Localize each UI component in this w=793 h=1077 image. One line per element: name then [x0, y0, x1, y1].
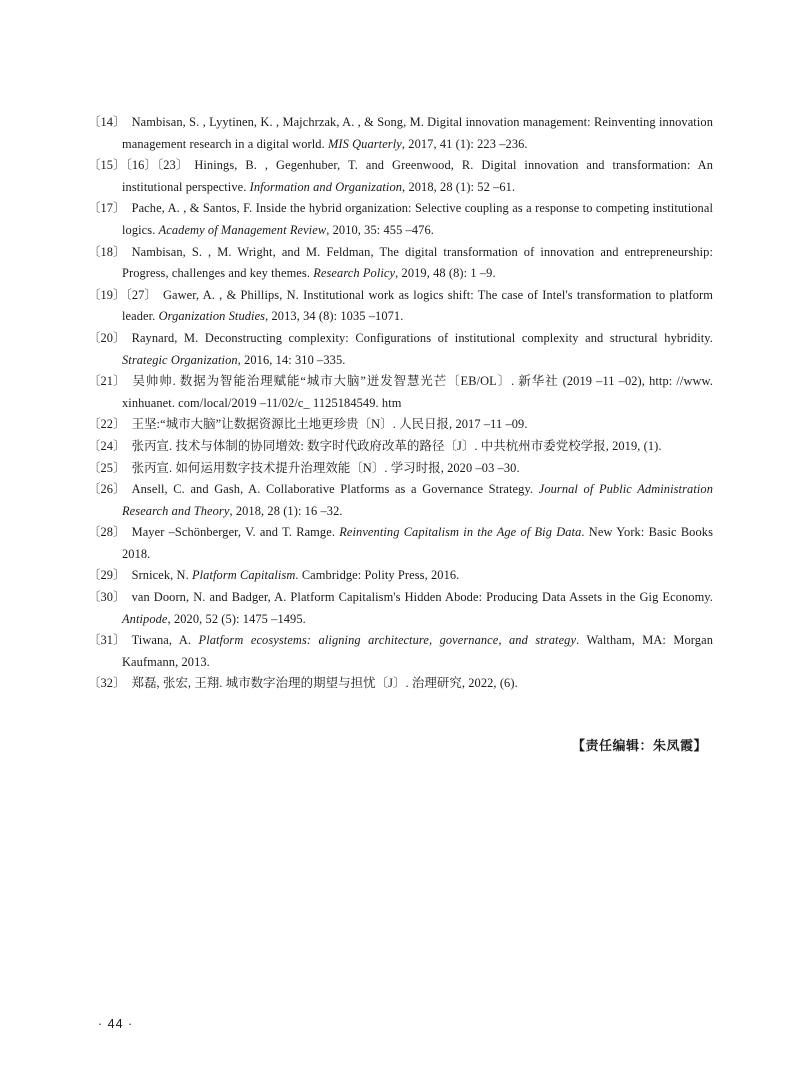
reference-number: 〔28〕 — [88, 525, 126, 540]
reference-number: 〔30〕 — [88, 590, 126, 605]
reference-number: 〔19〕〔27〕 — [88, 287, 157, 302]
reference-number: 〔32〕 — [88, 676, 126, 691]
reference-item: 〔31〕 Tiwana, A. Platform ecosystems: aligning architecture, governance, and strategy. Waltham, MA: Morgan Kaufmann, 2013. — [88, 630, 713, 673]
reference-item: 〔24〕 张丙宣. 技术与体制的协同增效: 数字时代政府改革的路径〔J〕. 中共杭州市委党校学报, 2019, (1). — [88, 436, 713, 458]
journal-title: MIS Quarterly — [327, 136, 402, 151]
reference-number: 〔14〕 — [88, 115, 126, 129]
journal-title: Antipode — [122, 611, 168, 626]
reference-number: 〔21〕 — [88, 374, 126, 389]
reference-item: 〔17〕 Pache, A. , & Santos, F. Inside the hybrid organization: Selective coupling as a response to competing institutional logics. Academy of Management Review, 2010, 35: 455 –476. — [88, 198, 713, 241]
reference-item: 〔20〕 Raynard, M. Deconstructing complexity: Configurations of institutional complexity and structural hybridity. Strategic Organization, 2016, 14: 310 –335. — [88, 328, 713, 371]
reference-item: 〔32〕 郑磊, 张宏, 王翔. 城市数字治理的期望与担忧〔J〕. 治理研究, 2022, (6). — [88, 673, 713, 695]
journal-title: Reinventing Capitalism in the Age of Big Data — [339, 525, 582, 540]
reference-item: 〔19〕〔27〕 Gawer, A. , & Phillips, N. Institutional work as logics shift: The case of Intel's transformation to platform leader. Organization Studies, 2013, 34 (8): 1035 –1071. — [88, 285, 713, 328]
reference-item: 〔15〕〔16〕〔23〕 Hinings, B. , Gegenhuber, T. and Greenwood, R. Digital innovation and transformation: An institutional perspective. Information and Organization, 2018, 28 (1): 52 –61. — [88, 155, 713, 198]
journal-title: Research Policy — [313, 266, 396, 281]
reference-item: 〔30〕 van Doorn, N. and Badger, A. Platform Capitalism's Hidden Abode: Producing Data Assets in the Gig Economy. Antipode, 2020, 52 (5): 1475 –1495. — [88, 587, 713, 630]
journal-title: Platform ecosystems: aligning architecture, governance, and strategy — [198, 633, 577, 648]
reference-item: 〔25〕 张丙宣. 如何运用数字技术提升治理效能〔N〕. 学习时报, 2020 –03 –30. — [88, 458, 713, 480]
page-number: · 44 · — [98, 1017, 134, 1031]
reference-number: 〔20〕 — [88, 330, 126, 345]
reference-list — [88, 112, 713, 695]
reference-number: 〔18〕 — [88, 244, 126, 259]
reference-number: 〔26〕 — [88, 482, 126, 497]
reference-number: 〔24〕 — [88, 438, 126, 453]
journal-title: Academy of Management Review — [158, 222, 327, 237]
reference-item: 〔28〕 Mayer –Schönberger, V. and T. Ramge. Reinventing Capitalism in the Age of Big Data. New York: Basic Books 2018. — [88, 522, 713, 565]
reference-number: 〔25〕 — [88, 460, 126, 475]
reference-item: 〔26〕 Ansell, C. and Gash, A. Collaborative Platforms as a Governance Strategy. Journal of Public Administration Research and Theory, 2018, 28 (1): 16 –32. — [88, 479, 713, 522]
reference-item: 〔29〕 Srnicek, N. Platform Capitalism. Cambridge: Polity Press, 2016. — [88, 565, 713, 587]
reference-number: 〔22〕 — [88, 417, 126, 432]
reference-number: 〔17〕 — [88, 201, 126, 216]
journal-title: Organization Studies — [158, 309, 266, 324]
journal-title: Strategic Organization — [122, 352, 238, 367]
reference-number: 〔29〕 — [88, 568, 126, 583]
reference-item: 〔18〕 Nambisan, S. , M. Wright, and M. Feldman, The digital transformation of innovation and entrepreneurship: Progress, challenges and key themes. Research Policy, 2019, 48 (8): 1 –9. — [88, 242, 713, 285]
reference-number: 〔15〕〔16〕〔23〕 — [88, 158, 189, 173]
journal-title: Platform Capitalism — [191, 568, 296, 583]
reference-number: 〔31〕 — [88, 633, 126, 648]
journal-title: Information and Organization — [249, 179, 403, 194]
responsible-editor-note: 【责任编辑：朱凤霞】 — [571, 739, 707, 754]
reference-item: 〔14〕 Nambisan, S. , Lyytinen, K. , Majchrzak, A. , & Song, M. Digital innovation management: Reinventing innovation management research in a digital world. MIS Quarterly, 2017, 41 (1): 223 –236. — [88, 112, 713, 155]
reference-item: 〔22〕 王坚:“城市大脑”让数据资源比土地更珍贵〔N〕. 人民日报, 2017 –11 –09. — [88, 414, 713, 436]
reference-item: 〔21〕 吴帅帅. 数据为智能治理赋能“城市大脑”迸发智慧光芒〔EB/OL〕. 新华社 (2019 –11 –02), http: //www. xinhuanet. com/local/2019 –11/02/c_ 1125184549. htm — [88, 371, 713, 414]
journal-title: Journal of Public Administration Research and Theory — [122, 482, 713, 518]
